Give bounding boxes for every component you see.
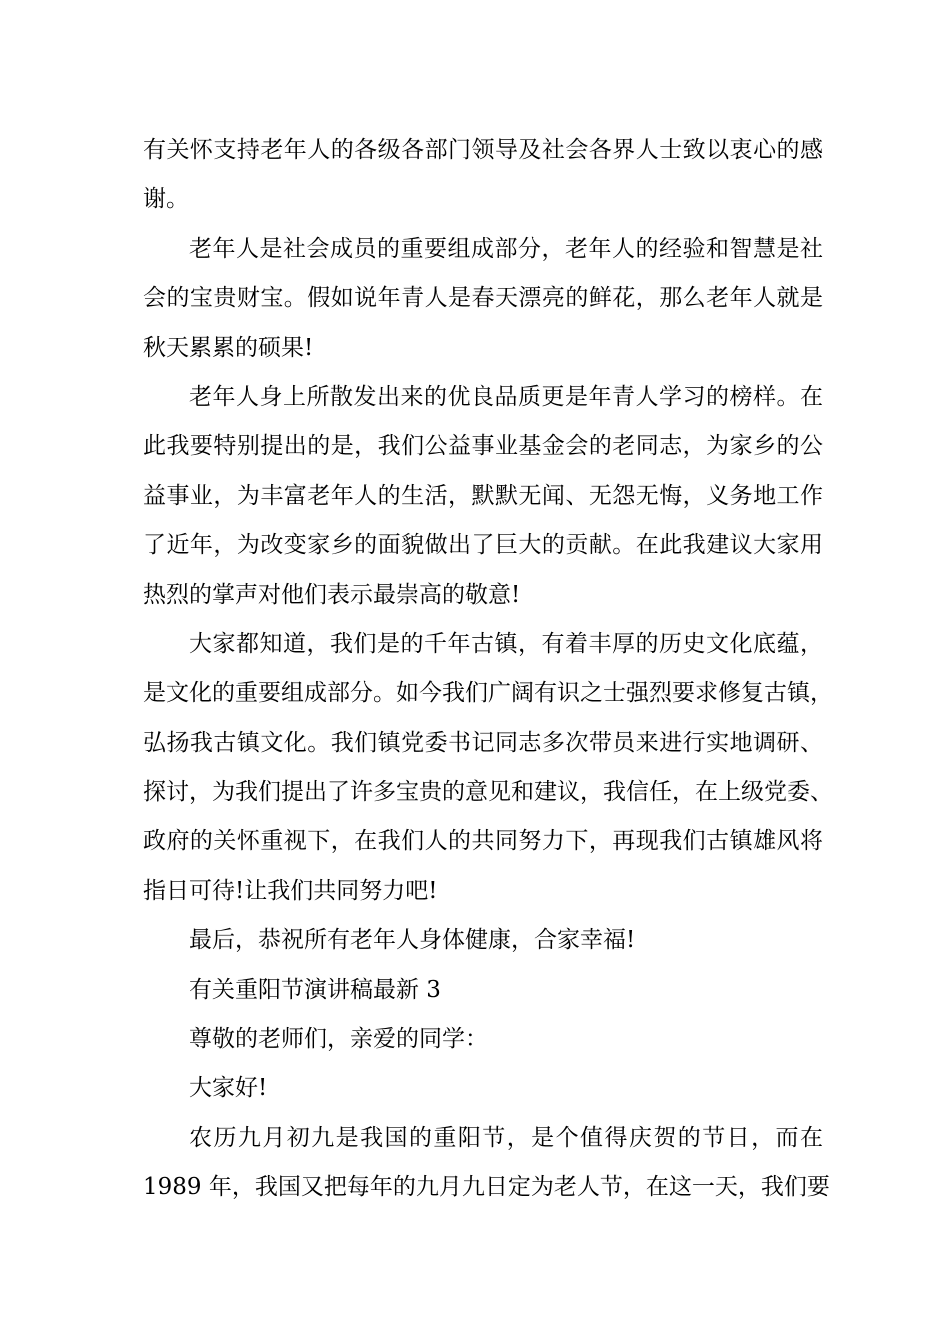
text-line: 弘扬我古镇文化。我们镇党委书记同志多次带员来进行实地调研、 — [143, 729, 823, 756]
text-line: 此我要特别提出的是，我们公益事业基金会的老同志，为家乡的公 — [143, 433, 823, 460]
document-body — [143, 126, 833, 1213]
text-line: 谢。 — [143, 186, 189, 213]
text-line: 有关怀支持老年人的各级各部门领导及社会各界人士致以衷心的感 — [143, 137, 823, 163]
text-line: 老年人是社会成员的重要组成部分，老年人的经验和智慧是社 — [189, 235, 823, 262]
text-line: 政府的关怀重视下，在我们人的共同努力下，再现我们古镇雄风将 — [143, 828, 823, 855]
text-line: 有关重阳节演讲稿最新 3 — [189, 976, 441, 1003]
text-line: 大家都知道，我们是的千年古镇，有着丰厚的历史文化底蕴， — [189, 630, 823, 657]
text-line: 热烈的掌声对他们表示最崇高的敬意! — [143, 581, 521, 608]
text-line: 探讨，为我们提出了许多宝贵的意见和建议，我信任，在上级党委、 — [143, 779, 833, 806]
text-line: 1989 年，我国又把每年的九月九日定为老人节，在这一天，我们要 — [143, 1174, 830, 1201]
text-line: 了近年，为改变家乡的面貌做出了巨大的贡献。在此我建议大家用 — [143, 532, 823, 559]
text-line: 老年人身上所散发出来的优良品质更是年青人学习的榜样。在 — [189, 383, 823, 410]
text-line: 益事业，为丰富老年人的生活，默默无闻、无怨无悔，义务地工作 — [143, 482, 823, 509]
text-line: 会的宝贵财宝。假如说年青人是春天漂亮的鲜花，那么老年人就是 — [143, 285, 823, 312]
text-line: 大家好! — [189, 1075, 268, 1102]
text-line: 是文化的重要组成部分。如今我们广阔有识之士强烈要求修复古镇， — [143, 680, 833, 707]
text-line: 指日可待!让我们共同努力吧! — [143, 877, 438, 904]
text-line: 农历九月初九是我国的重阳节，是个值得庆贺的节日，而在 — [189, 1124, 823, 1151]
text-line: 尊敬的老师们，亲爱的同学： — [189, 1026, 488, 1053]
text-line: 最后，恭祝所有老年人身体健康，合家幸福! — [189, 927, 636, 954]
text-line: 秋天累累的硕果! — [143, 334, 314, 361]
